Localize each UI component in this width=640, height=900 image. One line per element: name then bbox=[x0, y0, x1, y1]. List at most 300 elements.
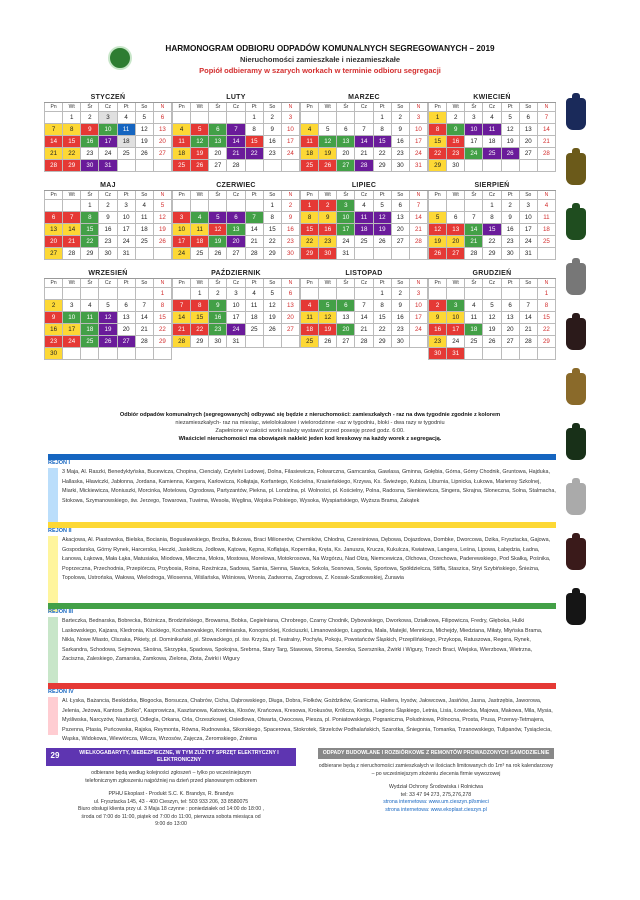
day-cell: 19 bbox=[154, 224, 172, 236]
empty-cell bbox=[301, 288, 319, 300]
empty-cell bbox=[392, 248, 410, 260]
month-days bbox=[428, 103, 556, 172]
office-hours-1: Biuro obsługi klienta przy ul. 3 Maja 18 czynne : poniedziałek od 14:00 do 18:00 , bbox=[77, 806, 264, 812]
region-3-name: REJON III bbox=[48, 609, 74, 615]
empty-cell bbox=[136, 288, 154, 300]
day-cell: 24 bbox=[99, 148, 117, 160]
day-cell: 11 bbox=[173, 136, 191, 148]
day-cell: 4 bbox=[301, 124, 319, 136]
empty-cell bbox=[246, 160, 264, 172]
day-cell: 27 bbox=[392, 236, 410, 248]
empty-cell bbox=[136, 348, 154, 360]
day-cell: 12 bbox=[502, 124, 520, 136]
red-bag-icon bbox=[566, 318, 586, 350]
empty-cell bbox=[209, 112, 227, 124]
department-name: Wydział Ochrony Środowiska i Rolnictwa bbox=[389, 784, 483, 790]
day-cell: 17 bbox=[173, 236, 191, 248]
day-cell: 18 bbox=[173, 148, 191, 160]
day-cell: 22 bbox=[429, 148, 447, 160]
construction-waste-title: ODPADY BUDOWLANE I ROZBIÓRKOWE Z REMONTÓW PROWADZONYCH SAMODZIELNIE bbox=[318, 748, 554, 759]
day-cell: 22 bbox=[191, 324, 209, 336]
day-cell: 23 bbox=[99, 236, 117, 248]
day-cell: 29 bbox=[81, 248, 99, 260]
day-cell: 25 bbox=[173, 160, 191, 172]
empty-cell bbox=[355, 112, 373, 124]
day-cell: 27 bbox=[447, 248, 465, 260]
day-cell: 3 bbox=[227, 288, 245, 300]
day-cell: 21 bbox=[136, 324, 154, 336]
day-cell: 13 bbox=[227, 224, 245, 236]
day-cell: 2 bbox=[392, 112, 410, 124]
empty-cell bbox=[319, 288, 337, 300]
day-cell: 16 bbox=[209, 312, 227, 324]
month-name: PAŹDZIERNIK bbox=[172, 268, 300, 279]
day-cell: 20 bbox=[392, 224, 410, 236]
day-cell: 25 bbox=[246, 324, 264, 336]
light-gray-bag-icon bbox=[566, 483, 586, 515]
day-cell: 3 bbox=[99, 112, 117, 124]
day-cell: 26 bbox=[191, 160, 209, 172]
day-cell: 13 bbox=[337, 312, 355, 324]
empty-cell bbox=[538, 160, 556, 172]
day-cell: 18 bbox=[538, 224, 556, 236]
day-label: Cz bbox=[355, 103, 373, 112]
day-cell: 19 bbox=[99, 324, 117, 336]
day-cell: 28 bbox=[63, 248, 81, 260]
day-cell: 19 bbox=[319, 148, 337, 160]
empty-cell bbox=[502, 288, 520, 300]
empty-cell bbox=[319, 112, 337, 124]
day-label: Wt bbox=[447, 103, 465, 112]
day-cell: 22 bbox=[374, 324, 392, 336]
day-label: So bbox=[136, 191, 154, 200]
day-cell: 9 bbox=[502, 212, 520, 224]
day-cell: 24 bbox=[410, 148, 428, 160]
day-cell: 5 bbox=[319, 124, 337, 136]
day-cell: 14 bbox=[520, 312, 538, 324]
day-cell: 26 bbox=[209, 248, 227, 260]
day-label: Pt bbox=[246, 279, 264, 288]
day-cell: 28 bbox=[246, 248, 264, 260]
day-cell: 14 bbox=[45, 136, 63, 148]
day-cell: 21 bbox=[227, 148, 245, 160]
empty-cell bbox=[118, 288, 136, 300]
day-cell: 12 bbox=[99, 312, 117, 324]
region-1-streets: 3 Maja, Al. Raszki, Benedyktyńska, Bucewicza, Chopina, Ciencialy, Czytelni Ludowej, Dolna, Filasiewicza, Folwarczna, Garncarska, Gawlasa, Gminna, Gołębia, Górna, Górny Chodnik, Gruntowa, Hajduka, Hallaska, Hławiczki, Jabłonna, Jordana, Kamienna, Kargera, Karłowicza, Kołłątaja, Korfantego, Kościelna, Krasieńskiego, Krzywa, Ks. Świeżego, Kubiza, Liburnia, Lipnicka, Łukowa, Mariensy Szkolnej, Miarki, Mickiewicza, Moniuszki, Morcinka, Motelowa, Ogrodowa, Partyzantów, Piekna, pl. Londzina, pl. Wolności, pl. Kościelny, Polna, Radosna, Sienkiewicza, Singera, Skrajna, Słoneczna, Solna, Stalmacha, Stokowa, Szymanowskiego, św. Jerzego, Towarowa, Tuwima, Wesoła, Węglina, Wojska Polskiego, Wysoka, Wyspiańskiego, Wyższa Brama, Zakątek bbox=[48, 468, 556, 526]
day-cell: 9 bbox=[447, 124, 465, 136]
empty-cell bbox=[538, 248, 556, 260]
month-name: KWIECIEŃ bbox=[428, 92, 556, 103]
blue-bag-icon bbox=[566, 98, 586, 130]
day-cell: 9 bbox=[429, 312, 447, 324]
day-cell: 10 bbox=[410, 124, 428, 136]
day-label: Wt bbox=[319, 279, 337, 288]
day-cell: 13 bbox=[282, 300, 300, 312]
company-name: PPHU Ekoplast - Produkt S.C. K. Brandys, R. Brandys bbox=[108, 791, 234, 797]
empty-cell bbox=[99, 288, 117, 300]
day-cell: 18 bbox=[355, 224, 373, 236]
empty-cell bbox=[520, 348, 538, 360]
day-cell: 18 bbox=[301, 324, 319, 336]
day-cell: 9 bbox=[45, 312, 63, 324]
day-cell: 18 bbox=[191, 236, 209, 248]
day-cell: 29 bbox=[301, 248, 319, 260]
day-label: Pt bbox=[118, 191, 136, 200]
day-cell: 4 bbox=[355, 200, 373, 212]
dark-red-bag-icon bbox=[566, 538, 586, 570]
day-cell: 3 bbox=[520, 200, 538, 212]
day-cell: 5 bbox=[191, 124, 209, 136]
day-label: Śr bbox=[337, 279, 355, 288]
day-cell: 29 bbox=[483, 248, 501, 260]
empty-cell bbox=[282, 160, 300, 172]
empty-cell bbox=[154, 348, 172, 360]
day-cell: 1 bbox=[374, 288, 392, 300]
day-cell: 16 bbox=[392, 136, 410, 148]
day-cell: 3 bbox=[410, 112, 428, 124]
day-cell: 21 bbox=[246, 236, 264, 248]
day-cell: 22 bbox=[264, 236, 282, 248]
day-cell: 14 bbox=[227, 136, 245, 148]
empty-cell bbox=[355, 288, 373, 300]
day-label: Cz bbox=[483, 191, 501, 200]
day-cell: 12 bbox=[191, 136, 209, 148]
day-cell: 14 bbox=[538, 124, 556, 136]
day-cell: 12 bbox=[483, 312, 501, 324]
day-cell: 23 bbox=[429, 336, 447, 348]
day-cell: 5 bbox=[502, 112, 520, 124]
day-cell: 7 bbox=[246, 212, 264, 224]
day-cell: 8 bbox=[483, 212, 501, 224]
empty-cell bbox=[63, 200, 81, 212]
day-label: Pn bbox=[301, 191, 319, 200]
empty-cell bbox=[502, 348, 520, 360]
empty-cell bbox=[136, 160, 154, 172]
empty-cell bbox=[483, 348, 501, 360]
day-cell: 4 bbox=[301, 300, 319, 312]
month-name: LISTOPAD bbox=[300, 268, 428, 279]
day-cell: 20 bbox=[227, 236, 245, 248]
day-cell: 2 bbox=[429, 300, 447, 312]
day-cell: 14 bbox=[63, 224, 81, 236]
day-cell: 12 bbox=[374, 212, 392, 224]
day-cell: 2 bbox=[282, 200, 300, 212]
day-cell: 13 bbox=[447, 224, 465, 236]
month-days bbox=[428, 191, 556, 260]
day-cell: 1 bbox=[63, 112, 81, 124]
day-label: Wt bbox=[447, 191, 465, 200]
empty-cell bbox=[337, 288, 355, 300]
day-cell: 17 bbox=[465, 136, 483, 148]
empty-cell bbox=[538, 348, 556, 360]
region-4-name: REJON IV bbox=[48, 689, 74, 695]
day-cell: 17 bbox=[410, 312, 428, 324]
bulky-waste-title bbox=[46, 748, 296, 766]
empty-cell bbox=[447, 288, 465, 300]
day-label: Wt bbox=[63, 191, 81, 200]
day-cell: 2 bbox=[81, 112, 99, 124]
day-cell: 7 bbox=[227, 124, 245, 136]
region-2-streets: Akacjowa, Al. Piastowska, Bielska, Bociania, Bogusławskiego, Brożka, Bukowa, Braci Milionerów, Chemików, Chłodna, Czereśniowa, Dębowa, Dojazdowa, Dombke, Dworcowa, Dzika, Frysztacka, Gajowa, Gospodarska, Górny Rynek, Harcerska, Heczki, Jaskółcza, Jodłowa, Kątowa, Kępna, Koflątaja, Kopernika, Kręta, Ks. Janusza, Krucza, Kukulcza, Kwiatowa, Langera, Leśna, Lipowa, Łabędzia, Ładna, Łanowa, Łąkowa, Mała Łąka, Matusiaka, Miodowa, Mleczna, Mokra, Mostowa, Morelowa, Motokrosowa, Na Wzgórzu, Nad Olzą, Niemcewicza, Olchowa, Orzechowa, Paderewskiego, Pod Skałką, Pośnika, Poprzeczna, Przechodnia, Przepiórcza, Przybosia, Roina, Rzeźnicza, Sadowa, Samia, Sienna, Sławica, Sokola, Sosnowa, Sowia, Sportowa, Spółdzielcza, Stiffa, Staszica, Stryi Szybińskiego, Śnieżna, Topolowa, Ustrońska, Wałowa, Wielodroga, Wiosenna, Wiślańska, Wiśniowa, Wronia, Zadworna, Zagrodowa, Z. Kossak-Szatkowskiej, Żurawia bbox=[48, 536, 556, 612]
day-cell: 4 bbox=[483, 112, 501, 124]
day-cell: 4 bbox=[118, 112, 136, 124]
day-label: Śr bbox=[81, 279, 99, 288]
website-link-1[interactable]: strona internetowa: www.um.cieszyn.pl/smieci bbox=[383, 799, 489, 805]
day-cell: 22 bbox=[538, 324, 556, 336]
day-label: Pn bbox=[173, 279, 191, 288]
bulky-line-1: odbierane będą według kolejności zgłoszeń – tylko po wcześniejszym bbox=[91, 770, 251, 776]
day-cell: 22 bbox=[63, 148, 81, 160]
month-10 bbox=[300, 268, 428, 360]
day-cell: 6 bbox=[154, 112, 172, 124]
empty-cell bbox=[465, 200, 483, 212]
day-cell: 17 bbox=[520, 224, 538, 236]
page-title: HARMONOGRAM ODBIORU ODPADÓW KOMUNALNYCH SEGREGOWANYCH – 2019 bbox=[165, 44, 495, 53]
day-cell: 7 bbox=[410, 200, 428, 212]
day-cell: 5 bbox=[264, 288, 282, 300]
day-cell: 31 bbox=[447, 348, 465, 360]
day-cell: 6 bbox=[337, 300, 355, 312]
construction-waste-text bbox=[318, 763, 554, 814]
day-cell: 21 bbox=[355, 324, 373, 336]
empty-cell bbox=[118, 160, 136, 172]
day-cell: 20 bbox=[337, 324, 355, 336]
empty-cell bbox=[374, 248, 392, 260]
day-cell: 12 bbox=[429, 224, 447, 236]
day-label: Pt bbox=[374, 279, 392, 288]
day-cell: 11 bbox=[355, 212, 373, 224]
day-label: Śr bbox=[465, 191, 483, 200]
day-cell: 28 bbox=[227, 160, 245, 172]
day-cell: 31 bbox=[410, 160, 428, 172]
day-cell: 7 bbox=[520, 300, 538, 312]
day-label: N bbox=[410, 103, 428, 112]
day-cell: 24 bbox=[282, 148, 300, 160]
day-cell: 3 bbox=[282, 112, 300, 124]
day-cell: 23 bbox=[392, 148, 410, 160]
day-cell: 10 bbox=[118, 212, 136, 224]
day-cell: 29 bbox=[429, 160, 447, 172]
day-cell: 5 bbox=[209, 212, 227, 224]
empty-cell bbox=[45, 112, 63, 124]
day-cell: 14 bbox=[410, 212, 428, 224]
day-cell: 28 bbox=[410, 236, 428, 248]
day-cell: 27 bbox=[45, 248, 63, 260]
month-1 bbox=[172, 92, 300, 172]
day-cell: 7 bbox=[173, 300, 191, 312]
day-cell: 27 bbox=[502, 336, 520, 348]
day-cell: 29 bbox=[264, 248, 282, 260]
day-cell: 23 bbox=[209, 324, 227, 336]
empty-cell bbox=[227, 112, 245, 124]
day-cell: 30 bbox=[447, 160, 465, 172]
empty-cell bbox=[173, 200, 191, 212]
black-bag-icon bbox=[566, 593, 586, 625]
day-cell: 15 bbox=[154, 312, 172, 324]
day-cell: 20 bbox=[282, 312, 300, 324]
day-cell: 11 bbox=[483, 124, 501, 136]
day-cell: 12 bbox=[264, 300, 282, 312]
day-cell: 29 bbox=[374, 160, 392, 172]
day-cell: 24 bbox=[447, 336, 465, 348]
day-cell: 2 bbox=[319, 200, 337, 212]
day-cell: 8 bbox=[374, 124, 392, 136]
day-cell: 22 bbox=[246, 148, 264, 160]
day-cell: 15 bbox=[246, 136, 264, 148]
day-cell: 4 bbox=[246, 288, 264, 300]
day-label: Pt bbox=[502, 191, 520, 200]
day-cell: 2 bbox=[264, 112, 282, 124]
day-label: Śr bbox=[209, 191, 227, 200]
day-cell: 24 bbox=[63, 336, 81, 348]
day-label: So bbox=[392, 191, 410, 200]
day-cell: 14 bbox=[355, 136, 373, 148]
day-cell: 30 bbox=[81, 160, 99, 172]
bag-legend bbox=[566, 98, 588, 648]
day-cell: 22 bbox=[301, 236, 319, 248]
day-cell: 9 bbox=[319, 212, 337, 224]
day-cell: 8 bbox=[191, 300, 209, 312]
day-cell: 28 bbox=[136, 336, 154, 348]
day-cell: 13 bbox=[154, 124, 172, 136]
day-cell: 18 bbox=[246, 312, 264, 324]
empty-cell bbox=[447, 200, 465, 212]
day-cell: 10 bbox=[173, 224, 191, 236]
page-subtitle: Nieruchomości zamieszkałe i niezamieszkałe bbox=[239, 55, 401, 64]
day-cell: 11 bbox=[246, 300, 264, 312]
day-cell: 23 bbox=[45, 336, 63, 348]
day-cell: 28 bbox=[173, 336, 191, 348]
day-cell: 15 bbox=[374, 136, 392, 148]
day-cell: 5 bbox=[154, 200, 172, 212]
day-cell: 1 bbox=[246, 112, 264, 124]
yellow-bag-icon bbox=[566, 153, 586, 185]
day-label: Cz bbox=[99, 103, 117, 112]
day-label: Pn bbox=[173, 103, 191, 112]
month-days bbox=[428, 279, 556, 360]
day-cell: 4 bbox=[191, 212, 209, 224]
day-cell: 1 bbox=[264, 200, 282, 212]
month-2 bbox=[300, 92, 428, 172]
day-cell: 20 bbox=[154, 136, 172, 148]
empty-cell bbox=[520, 160, 538, 172]
day-label: Wt bbox=[447, 279, 465, 288]
day-label: Pt bbox=[118, 279, 136, 288]
day-cell: 3 bbox=[63, 300, 81, 312]
day-cell: 6 bbox=[209, 124, 227, 136]
day-cell: 30 bbox=[282, 248, 300, 260]
office-hours-3: 9:00 do 13:00 bbox=[155, 821, 187, 827]
day-label: Śr bbox=[81, 103, 99, 112]
day-cell: 14 bbox=[173, 312, 191, 324]
day-cell: 27 bbox=[337, 160, 355, 172]
info-line-3: Zapełnione w całości worki należy wystawić przed posesję przed godz. 6:00. bbox=[215, 428, 405, 434]
day-cell: 15 bbox=[429, 136, 447, 148]
month-3 bbox=[428, 92, 556, 172]
day-cell: 14 bbox=[465, 224, 483, 236]
day-cell: 23 bbox=[502, 236, 520, 248]
day-cell: 12 bbox=[136, 124, 154, 136]
day-cell: 18 bbox=[81, 324, 99, 336]
day-cell: 6 bbox=[227, 212, 245, 224]
day-cell: 17 bbox=[227, 312, 245, 324]
page-header bbox=[100, 44, 540, 75]
day-cell: 14 bbox=[355, 312, 373, 324]
website-link-2[interactable]: strona internetowa: www.ekoplast.cieszyn.pl bbox=[385, 806, 487, 813]
day-cell: 18 bbox=[465, 324, 483, 336]
day-label: N bbox=[154, 191, 172, 200]
day-cell: 16 bbox=[502, 224, 520, 236]
day-cell: 28 bbox=[355, 336, 373, 348]
day-label: Cz bbox=[483, 279, 501, 288]
day-cell: 16 bbox=[264, 136, 282, 148]
day-cell: 21 bbox=[538, 136, 556, 148]
day-cell: 30 bbox=[99, 248, 117, 260]
day-label: Pt bbox=[246, 103, 264, 112]
day-cell: 1 bbox=[81, 200, 99, 212]
day-label: Cz bbox=[355, 191, 373, 200]
day-label: Cz bbox=[227, 103, 245, 112]
day-cell: 9 bbox=[392, 124, 410, 136]
day-cell: 12 bbox=[319, 136, 337, 148]
day-cell: 27 bbox=[154, 148, 172, 160]
empty-cell bbox=[63, 348, 81, 360]
day-label: Pn bbox=[45, 103, 63, 112]
empty-cell bbox=[81, 288, 99, 300]
region-4 bbox=[48, 683, 556, 743]
day-label: Wt bbox=[191, 191, 209, 200]
day-label: Wt bbox=[191, 103, 209, 112]
day-cell: 14 bbox=[246, 224, 264, 236]
day-cell: 1 bbox=[429, 112, 447, 124]
month-0 bbox=[44, 92, 172, 172]
day-cell: 5 bbox=[136, 112, 154, 124]
day-label: Śr bbox=[209, 103, 227, 112]
day-cell: 11 bbox=[465, 312, 483, 324]
day-label: N bbox=[410, 279, 428, 288]
collection-info bbox=[50, 411, 570, 443]
construction-waste-box bbox=[318, 748, 554, 814]
day-cell: 20 bbox=[337, 148, 355, 160]
day-label: So bbox=[520, 279, 538, 288]
day-cell: 19 bbox=[264, 312, 282, 324]
day-cell: 31 bbox=[99, 160, 117, 172]
region-2-name: REJON II bbox=[48, 528, 72, 534]
construction-line-1: odbierane będą z nieruchomości zamieszkałych w ilościach limitowanych do 1m³ na rok kalendarzowy – po wcześniejszym złożeniu zlecenia firmie wywozowej bbox=[318, 763, 554, 777]
day-cell: 13 bbox=[392, 212, 410, 224]
day-cell: 3 bbox=[410, 288, 428, 300]
region-1 bbox=[48, 454, 556, 526]
day-cell: 13 bbox=[209, 136, 227, 148]
day-label: Pn bbox=[429, 279, 447, 288]
day-cell: 4 bbox=[173, 124, 191, 136]
day-label: Śr bbox=[81, 191, 99, 200]
day-cell: 7 bbox=[538, 112, 556, 124]
month-name: SIERPIEŃ bbox=[428, 180, 556, 191]
day-cell: 9 bbox=[282, 212, 300, 224]
day-cell: 24 bbox=[337, 236, 355, 248]
day-cell: 28 bbox=[355, 160, 373, 172]
month-4 bbox=[44, 180, 172, 260]
day-cell: 9 bbox=[264, 124, 282, 136]
month-11 bbox=[428, 268, 556, 360]
empty-cell bbox=[410, 336, 428, 348]
empty-cell bbox=[45, 200, 63, 212]
day-cell: 1 bbox=[538, 288, 556, 300]
empty-cell bbox=[154, 248, 172, 260]
day-cell: 5 bbox=[319, 300, 337, 312]
day-label: Pn bbox=[429, 191, 447, 200]
